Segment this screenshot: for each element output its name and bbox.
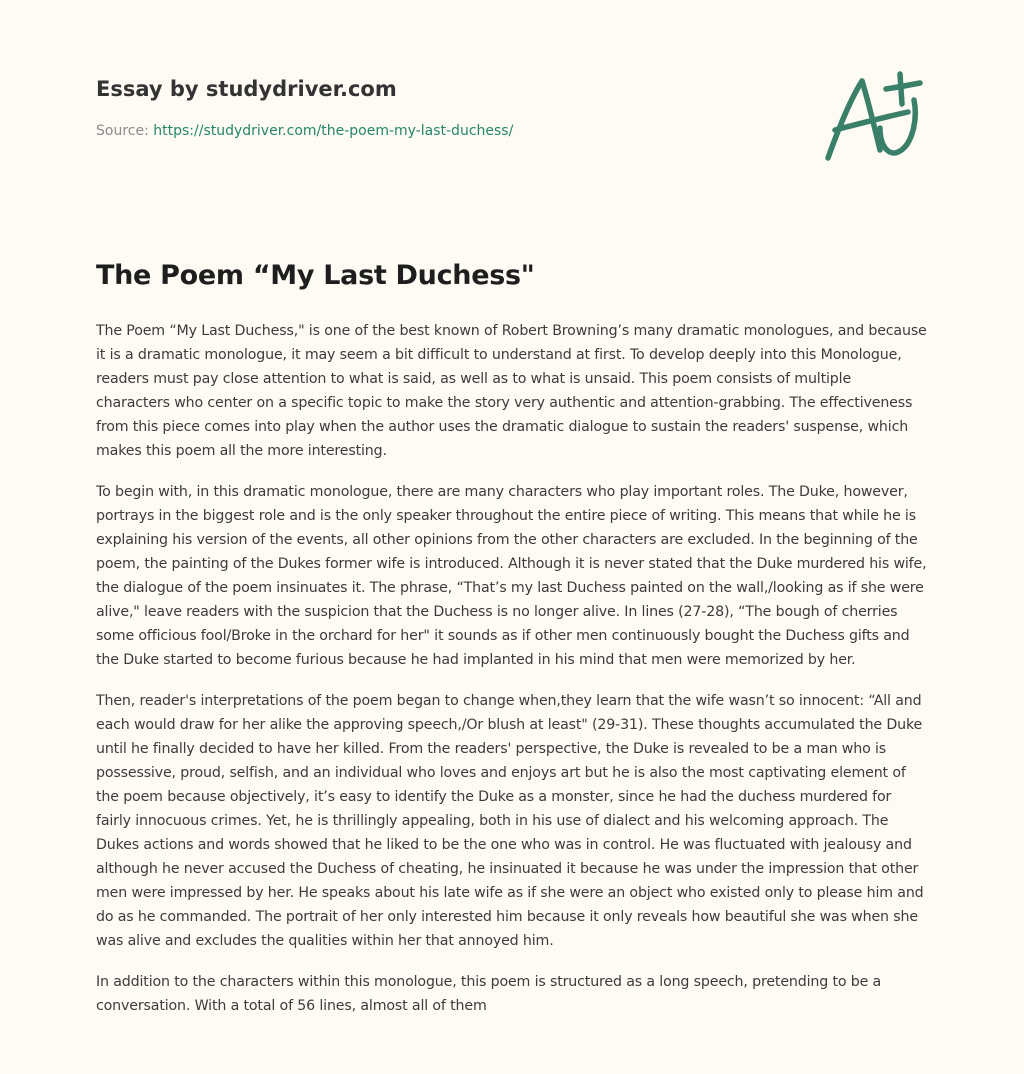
- paragraph: Then, reader's interpretations of the poem began to change when,they learn that the wife wasn’t so innocent: “All and each would draw for her alike the approving speech,/Or blush at least" (29-31). These thoughts accumulated the Duke until he finally decided to have her killed. From the readers' perspective, the Duke is revealed to be a man who is possessive, proud, selfish, and an individual who loves and enjoys art but he is also the most captivating element of the poem because objectively, it’s easy to identify the Duke as a monster, since he had the duchess murdered for fairly innocuous crimes. Yet, he is thrillingly appealing, both in his use of dialect and his welcoming approach. The Dukes actions and words showed that he liked to be the one who was in control. He was fluctuated with jealousy and although he never accused the Duchess of cheating, he insinuated it because he was under the impression that other men were impressed by her. He speaks about his late wife as if she were an object who existed only to please him and do as he commanded. The portrait of her only interested him because it only reveals how beautiful she was when she was alive and excludes the qualities within her that annoyed him.: [96, 693, 924, 949]
- article: [96, 256, 928, 1035]
- source-link[interactable]: https://studydriver.com/the-poem-my-last-duchess/: [153, 123, 514, 139]
- paragraph: In addition to the characters within this monologue, this poem is structured as a long speech, pretending to be a conversation. With a total of 56 lines, almost all of them: [96, 974, 882, 1014]
- paragraph: To begin with, in this dramatic monologue, there are many characters who play important roles. The Duke, however, portrays in the biggest role and is the only speaker throughout the entire piece of writing. This means that while he is explaining his version of the events, all other opinions from the other characters are excluded. In the beginning of the poem, the painting of the Dukes former wife is introduced. Although it is never stated that the Duke murdered his wife, the dialogue of the poem insinuates it. The phrase, “That’s my last Duchess painted on the wall,/looking as if she were alive," leave readers with the suspicion that the Duchess is no longer alive. In lines (27-28), “The bough of cherries some officious fool/Broke in the orchard for her" it sounds as if other men continuously bought the Duchess gifts and the Duke started to become furious because he had implanted in his mind that men were memorized by her.: [96, 484, 927, 668]
- a-plus-grade-icon: [818, 62, 930, 168]
- page-header: [96, 74, 796, 140]
- source-label: Source:: [96, 123, 154, 139]
- article-title: The Poem “My Last Duchess": [96, 260, 535, 291]
- site-title: Essay by studydriver.com: [96, 77, 397, 101]
- paragraph: The Poem “My Last Duchess," is one of the best known of Robert Browning’s many dramatic monologues, and because it is a dramatic monologue, it may seem a bit difficult to understand at first. To develop deeply into this Monologue, readers must pay close attention to what is said, as well as to what is unsaid. This poem consists of multiple characters who center on a specific topic to make the story very authentic and attention-grabbing. The effectiveness from this piece comes into play when the author uses the dramatic dialogue to sustain the readers' suspense, which makes this poem all the more interesting.: [96, 323, 927, 459]
- source-line: [96, 122, 796, 140]
